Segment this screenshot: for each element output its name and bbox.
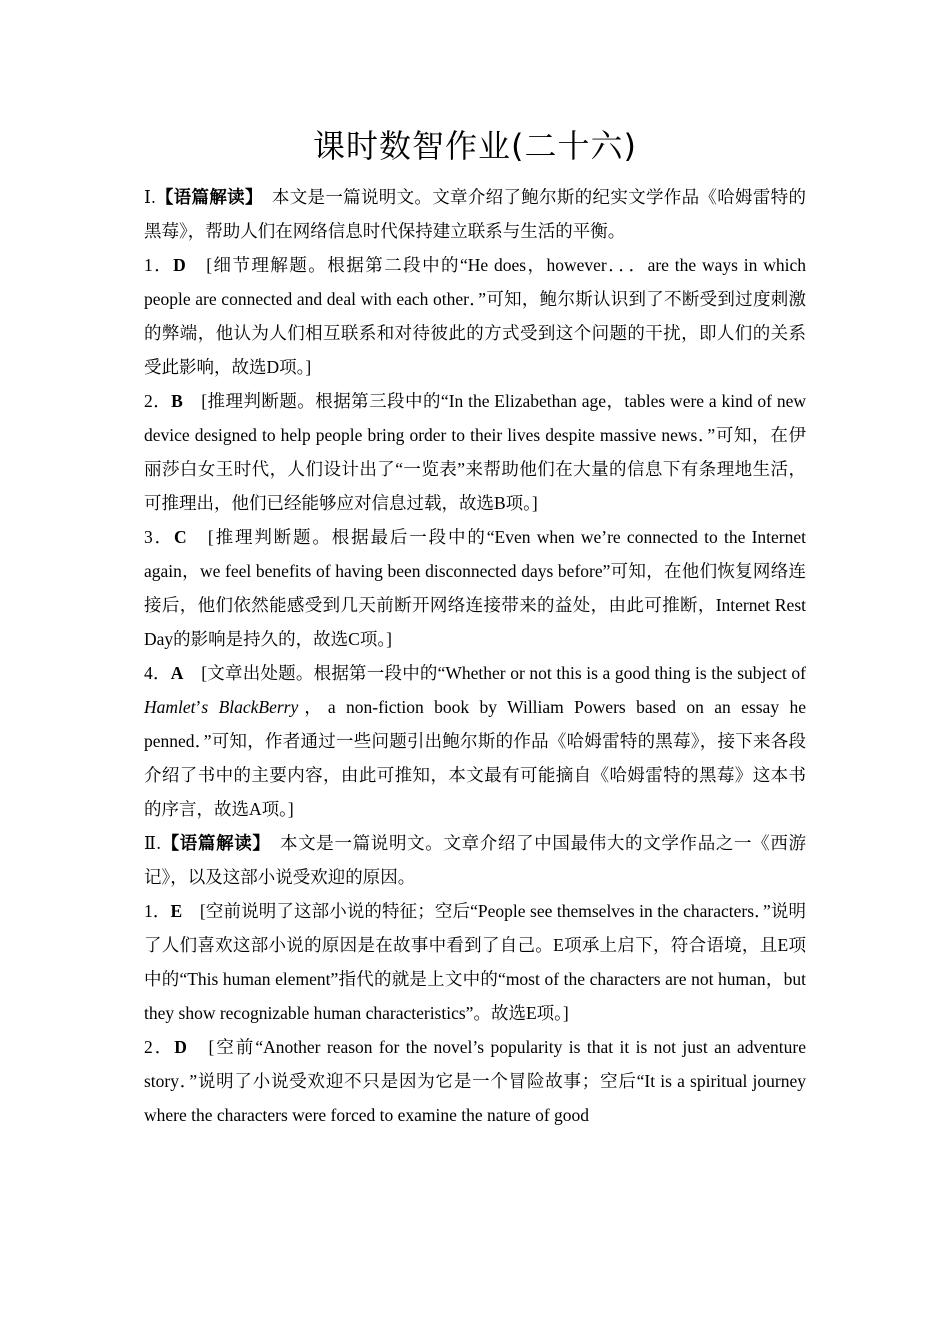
answer-letter: A xyxy=(170,663,184,683)
answer-page xyxy=(144,118,806,1132)
section-1-number: Ⅰ. xyxy=(144,187,156,207)
answer-number: 1． xyxy=(144,901,171,921)
book-title-part-2: s BlackBerry xyxy=(201,697,299,717)
section-1-text: 本文是一篇说明文。文章介绍了鲍尔斯的纪实文学作品《哈姆雷特的黑莓》，帮助人们在网络信息时代保持建立联系与生活的平衡。 xyxy=(144,187,806,241)
answer-1-3 xyxy=(144,520,806,656)
answer-number: 3． xyxy=(144,527,174,547)
answer-explanation: [推理判断题。根据最后一段中的“Even when we’re connected to the Internet again，we feel benefits of having been disconnected days before”可知，在他们恢复网络连接后，他们依然能感受到几天前断开网络连接带来的益处，由此可推断，Internet Rest Day的影响是持久的，故选C项。] xyxy=(144,527,807,649)
answer-number: 2． xyxy=(144,1037,175,1057)
answer-explanation: [细节理解题。根据第二段中的“He does，however．．．are the ways in which people are connected and deal with each other．”可知，鲍尔斯认识到了不断受到过度刺激的弊端，他认为人们相互联系和对待彼此的方式受到这个问题的干扰，即人们的关系受此影响，故选D项。] xyxy=(144,255,806,377)
answer-explanation: [空前“Another reason for the novel’s popularity is that it is not just an adventure story．”说明了小说受欢迎不只是因为它是一个冒险故事；空后“It is a spiritual journey where the characters were forced to examine the nature of good xyxy=(144,1037,806,1125)
answer-1-2 xyxy=(144,384,806,520)
answer-letter: C xyxy=(174,527,187,547)
answer-letter: D xyxy=(173,255,186,275)
book-title-part-1: Hamlet xyxy=(144,697,196,717)
section-2-text: 本文是一篇说明文。文章介绍了中国最伟大的文学作品之一《西游记》，以及这部小说受欢迎的原因。 xyxy=(144,833,807,887)
section-1-summary xyxy=(144,180,806,248)
answer-explanation: [推理判断题。根据第三段中的“In the Elizabethan age，tables were a kind of new device designed to help people bring order to their lives despite massive news．”可知，在伊丽莎白女王时代，人们设计出了“一览表”来帮助他们在大量的信息下有条理地生活，可推理出，他们已经能够应对信息过载，故选B项。] xyxy=(144,391,806,513)
answer-1-4 xyxy=(144,656,806,826)
answer-number: 2． xyxy=(144,391,172,411)
answer-2-1 xyxy=(144,894,806,1030)
answer-1-1 xyxy=(144,248,806,384)
answer-letter: B xyxy=(171,391,183,411)
section-2-tag: 【语篇解读】 xyxy=(160,833,262,853)
answer-letter: E xyxy=(170,901,183,921)
answer-explanation-end: ，a non-fiction book by William Powers based on an essay he penned．”可知，作者通过一些问题引出鲍尔斯的作品《哈姆雷特的黑莓》，接下来各段介绍了书中的主要内容，由此可推知，本文最有可能摘自《哈姆雷特的黑莓》这本书的序言，故选A项。] xyxy=(144,697,806,819)
section-2-summary xyxy=(144,826,806,894)
answer-number: 1． xyxy=(144,255,174,275)
book-title-apostrophe: ’ xyxy=(195,697,202,717)
answer-explanation: [空前说明了这部小说的特征；空后“People see themselves in the characters．”说明了人们喜欢这部小说的原因是在故事中看到了自己。E项承上启下，符合语境，且E项中的“This human element”指代的就是上文中的“most of the characters are not human，but they show recognizable human characteristics”。故选E项。] xyxy=(144,901,807,1023)
answer-2-2 xyxy=(144,1030,806,1132)
section-1-tag: 【语篇解读】 xyxy=(155,187,255,207)
answer-letter: D xyxy=(174,1037,187,1057)
page-title: 课时数智作业(二十六) xyxy=(313,127,637,165)
answer-number: 4． xyxy=(144,663,171,683)
section-2-number: Ⅱ. xyxy=(144,833,161,853)
answer-explanation-start: [文章出处题。根据第一段中的“Whether or not this is a good thing is the subject of xyxy=(183,663,806,683)
